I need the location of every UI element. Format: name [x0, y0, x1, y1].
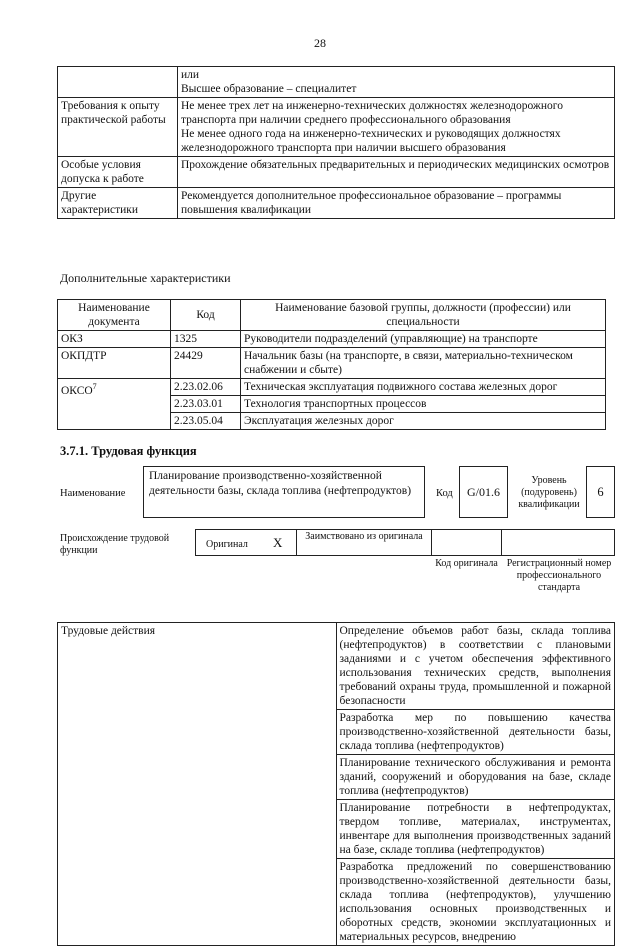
name-cell: Техническая эксплуатация подвижного состава железных дорог [241, 379, 606, 396]
action-item: Разработка мер по повышению качества производственно-хозяйственной деятельности базы, склада топлива (нефтепродуктов) [336, 710, 615, 755]
code-cell: 24429 [171, 348, 241, 379]
origin-label: Происхождение трудовой функции [60, 533, 170, 556]
table-row [58, 67, 615, 98]
action-item: Разработка предложений по совершенствованию производственно-хозяйственной деятельности базы, склада топлива (нефтепродуктов), улучшению использования основных производственных и оборотных средств, экономии эксплуатационных и материальных ресурсов, внедрению [336, 859, 615, 946]
name-cell: Руководители подразделений (управляющие) на транспорте [241, 331, 606, 348]
table-row [58, 188, 615, 219]
requirements-table [57, 66, 615, 219]
column-header: Код [171, 300, 241, 331]
function-name-box: Планирование производственно-хозяйственной деятельности базы, склада топлива (нефтепродуктов) [143, 466, 425, 518]
row-value: Прохождение обязательных предварительных и периодических медицинских осмотров [178, 157, 615, 188]
code-cell: 2.23.02.06 [171, 379, 241, 396]
table-row [58, 98, 615, 157]
page-number: 28 [314, 36, 326, 50]
table-row [58, 157, 615, 188]
level-label: Уровень (подуровень) квалификации [518, 475, 580, 510]
classifiers-table [57, 299, 606, 430]
original-mark: X [273, 535, 283, 550]
row-value: или Высшее образование – специалитет [178, 67, 615, 98]
doc-cell: ОКСО$^7$ [58, 379, 171, 430]
code-cell: 2.23.03.01 [171, 396, 241, 413]
code-label: Код [436, 488, 453, 499]
column-header: Наименование базовой группы, должности (профессии) или специальности [241, 300, 606, 331]
action-item: Определение объемов работ базы, склада топлива (нефтепродуктов) в соответствии с плановыми заданиями и с учетом обеспечения эффективного использования технических средств, выполнения требований охраны труда, промышленной и пожарной безопасности [336, 623, 615, 710]
table-row [58, 348, 606, 379]
doc-cell: ОКЗ [58, 331, 171, 348]
divider [296, 529, 297, 556]
table-row [58, 331, 606, 348]
code-cell: 2.23.05.04 [171, 413, 241, 430]
table-row [58, 623, 615, 710]
column-header: Наименование документа [58, 300, 171, 331]
row-label [58, 67, 178, 98]
borrowed-label: Заимствовано из оригинала [305, 531, 423, 542]
name-label: Наименование [60, 488, 126, 499]
original-label: Оригинал [206, 539, 248, 550]
footnote-mark: 7 [92, 382, 97, 391]
divider [501, 529, 502, 556]
additional-title: Дополнительные характеристики [60, 271, 231, 285]
row-label: Требования к опыту практической работы [58, 98, 178, 157]
name-cell: Технология транспортных процессов [241, 396, 606, 413]
row-label: Особые условия допуска к работе [58, 157, 178, 188]
code-box: G/01.6 [459, 466, 508, 518]
table-row [58, 379, 606, 396]
table-header-row [58, 300, 606, 331]
action-item: Планирование технического обслуживания и ремонта зданий, сооружений и оборудования на базе, складе топлива (нефтепродуктов) [336, 755, 615, 800]
section-heading: 3.7.1. Трудовая функция [60, 444, 197, 458]
labor-actions-table [57, 622, 615, 946]
doc-cell: ОКПДТР [58, 348, 171, 379]
actions-label: Трудовые действия [58, 623, 337, 946]
row-value: Рекомендуется дополнительное профессиональное образование – программы повышения квалификации [178, 188, 615, 219]
divider [431, 529, 432, 556]
name-cell: Эксплуатация железных дорог [241, 413, 606, 430]
row-label: Другие характеристики [58, 188, 178, 219]
row-value: Не менее трех лет на инженерно-технических должностях железнодорожного транспорта при наличии среднего профессионального образования Не менее одного года на инженерно-технических и руководящих должностях железнодорожного транспорта при наличии высшего образования [178, 98, 615, 157]
name-cell: Начальник базы (на транспорте, в связи, материально-техническом снабжении и сбыте) [241, 348, 606, 379]
action-item: Планирование потребности в нефтепродуктах, твердом топливе, материалах, инструментах, инвентаре для выполнения производственных заданий на базе, складе топлива (нефтепродуктов) [336, 800, 615, 859]
level-box: 6 [586, 466, 615, 518]
code-caption: Код оригинала [435, 558, 498, 569]
reg-caption: Регистрационный номер профессионального стандарта [506, 558, 612, 593]
code-cell: 1325 [171, 331, 241, 348]
